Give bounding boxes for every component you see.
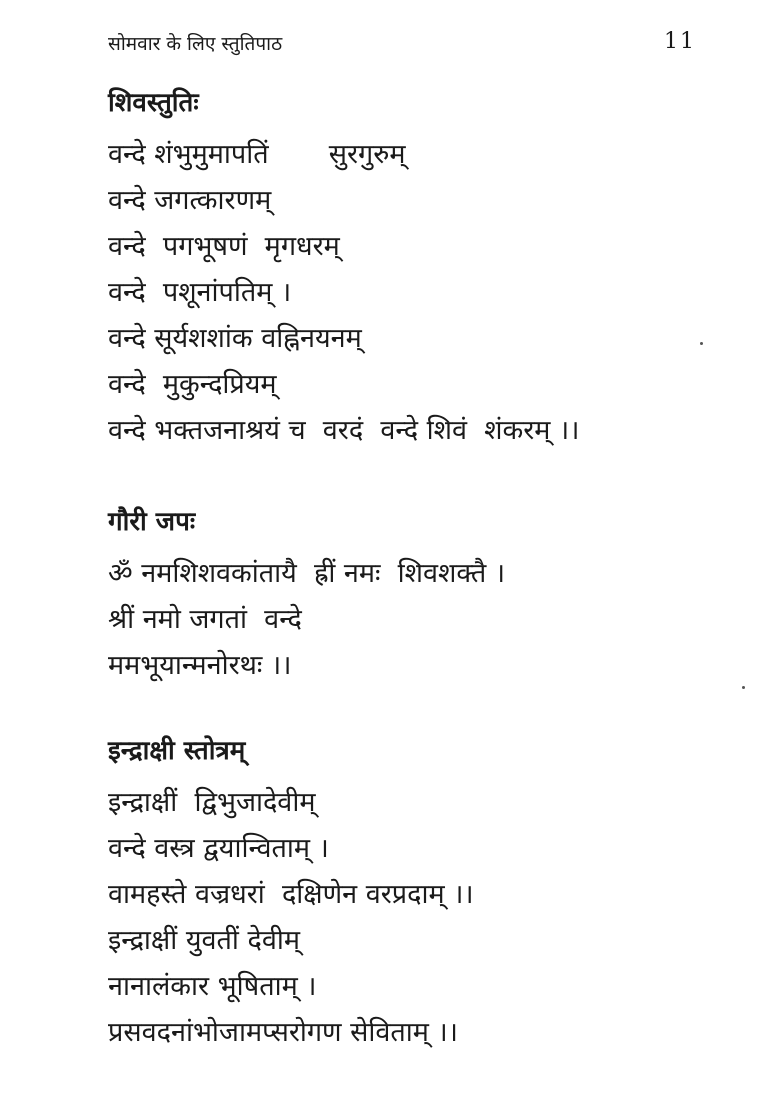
- verse-line: वन्दे वस्त्र द्वयान्विताम् ।: [108, 833, 329, 864]
- verse-line: वामहस्ते वज्रधरां दक्षिणेन वरप्रदाम् ।।: [108, 879, 474, 910]
- section-gauri-jap: [108, 507, 758, 689]
- verse-line: वन्दे सूर्यशशांक वह्निनयनम्: [108, 323, 362, 354]
- section-heading: शिवस्तुतिः: [108, 88, 199, 118]
- verse-line: नानालंकार भूषिताम् ।: [108, 971, 317, 1002]
- verse-line: प्रसवदनांभोजामप्सरोगण सेविताम् ।।: [108, 1017, 458, 1048]
- verse-line: ॐ नमशिशवकांतायै ह्रीं नमः शिवशक्तै ।: [108, 558, 506, 589]
- verse-line: ममभूयान्मनोरथः ।।: [108, 650, 292, 681]
- verse-line: वन्दे जगत्कारणम्: [108, 185, 272, 216]
- scan-speck: [742, 686, 745, 689]
- section-shiv-stuti: [108, 88, 758, 454]
- verse-line: वन्दे मुकुन्दप्रियम्: [108, 369, 277, 400]
- verse-line: वन्दे पगभूषणं मृगधरम्: [108, 231, 340, 262]
- running-header-title: सोमवार के लिए स्तुतिपाठ: [108, 33, 283, 55]
- section-heading: इन्द्राक्षी स्तोत्रम्: [108, 736, 246, 766]
- section-heading: गौरी जपः: [108, 507, 196, 537]
- page-number: 11: [664, 29, 696, 54]
- verse-line: वन्दे भक्तजनाश्रयं च वरदं वन्दे शिवं शंकरम् ।।: [108, 415, 580, 446]
- verse-line: इन्द्राक्षीं द्विभुजादेवीम्: [108, 787, 316, 818]
- verse-line: इन्द्राक्षीं युवतीं देवीम्: [108, 925, 300, 956]
- verse-line: वन्दे शंभुमुमापतिं सुरगुरुम्: [108, 139, 406, 170]
- verse-line: श्रीं नमो जगतां वन्दे: [108, 604, 302, 635]
- scan-speck: [700, 342, 703, 345]
- section-indrakshi-stotram: [108, 736, 758, 1056]
- verse-line: वन्दे पशूनांपतिम् ।: [108, 277, 292, 308]
